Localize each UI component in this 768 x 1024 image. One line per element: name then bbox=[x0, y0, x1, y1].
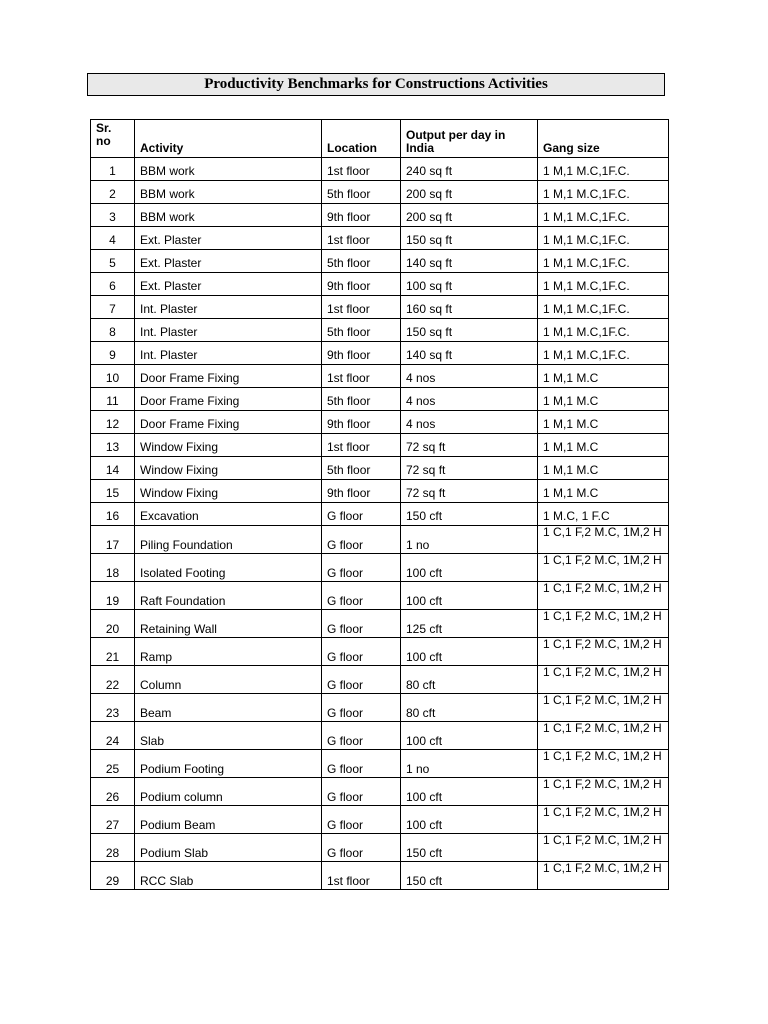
cell-location: G floor bbox=[322, 806, 401, 834]
cell-output: 150 sq ft bbox=[401, 319, 538, 342]
cell-location: 1st floor bbox=[322, 434, 401, 457]
cell-location: 9th floor bbox=[322, 273, 401, 296]
table-row bbox=[91, 554, 669, 582]
cell-gang-size bbox=[538, 806, 669, 834]
cell-activity: Door Frame Fixing bbox=[135, 365, 322, 388]
cell-sr-no: 25 bbox=[91, 750, 135, 778]
cell-gang-size: 1 M,1 M.C,1F.C. bbox=[538, 204, 669, 227]
gang-size-text: 1 C,1 F,2 M.C, 1M,2 H bbox=[543, 861, 662, 875]
table-header-row bbox=[91, 120, 669, 158]
cell-activity: Int. Plaster bbox=[135, 319, 322, 342]
cell-location: 9th floor bbox=[322, 342, 401, 365]
cell-activity: Isolated Footing bbox=[135, 554, 322, 582]
cell-gang-size: 1 M,1 M.C,1F.C. bbox=[538, 273, 669, 296]
cell-activity: Piling Foundation bbox=[135, 526, 322, 554]
cell-sr-no: 12 bbox=[91, 411, 135, 434]
table-row bbox=[91, 365, 669, 388]
header-gang-size: Gang size bbox=[538, 120, 669, 158]
table-row bbox=[91, 806, 669, 834]
table-row bbox=[91, 296, 669, 319]
cell-activity: Int. Plaster bbox=[135, 342, 322, 365]
cell-location: G floor bbox=[322, 834, 401, 862]
table-row bbox=[91, 834, 669, 862]
header-location: Location bbox=[322, 120, 401, 158]
cell-sr-no: 20 bbox=[91, 610, 135, 638]
cell-gang-size: 1 M,1 M.C,1F.C. bbox=[538, 250, 669, 273]
cell-gang-size bbox=[538, 582, 669, 610]
cell-activity: BBM work bbox=[135, 181, 322, 204]
gang-size-text: 1 C,1 F,2 M.C, 1M,2 H bbox=[543, 693, 662, 707]
benchmark-table bbox=[90, 119, 669, 890]
cell-activity: Ext. Plaster bbox=[135, 250, 322, 273]
cell-activity: Window Fixing bbox=[135, 434, 322, 457]
cell-output: 160 sq ft bbox=[401, 296, 538, 319]
cell-output: 72 sq ft bbox=[401, 480, 538, 503]
cell-gang-size bbox=[538, 834, 669, 862]
table-row bbox=[91, 582, 669, 610]
cell-gang-size bbox=[538, 862, 669, 890]
cell-output: 150 cft bbox=[401, 862, 538, 890]
cell-sr-no: 14 bbox=[91, 457, 135, 480]
cell-activity: Slab bbox=[135, 722, 322, 750]
gang-size-text: 1 C,1 F,2 M.C, 1M,2 H bbox=[543, 721, 662, 735]
cell-output: 4 nos bbox=[401, 365, 538, 388]
cell-location: 5th floor bbox=[322, 319, 401, 342]
cell-gang-size: 1 M,1 M.C bbox=[538, 480, 669, 503]
cell-output: 150 cft bbox=[401, 834, 538, 862]
cell-location: G floor bbox=[322, 694, 401, 722]
page-title: Productivity Benchmarks for Constructions Activities bbox=[204, 76, 548, 92]
cell-sr-no: 11 bbox=[91, 388, 135, 411]
cell-activity: Door Frame Fixing bbox=[135, 388, 322, 411]
cell-sr-no: 2 bbox=[91, 181, 135, 204]
cell-gang-size bbox=[538, 694, 669, 722]
cell-sr-no: 19 bbox=[91, 582, 135, 610]
cell-gang-size bbox=[538, 610, 669, 638]
cell-sr-no: 29 bbox=[91, 862, 135, 890]
cell-output: 100 cft bbox=[401, 638, 538, 666]
cell-output: 80 cft bbox=[401, 666, 538, 694]
cell-location: G floor bbox=[322, 778, 401, 806]
cell-location: G floor bbox=[322, 526, 401, 554]
cell-location: 5th floor bbox=[322, 181, 401, 204]
table-row bbox=[91, 457, 669, 480]
cell-location: G floor bbox=[322, 750, 401, 778]
table-row bbox=[91, 158, 669, 181]
cell-location: 5th floor bbox=[322, 457, 401, 480]
cell-gang-size: 1 M,1 M.C,1F.C. bbox=[538, 342, 669, 365]
cell-gang-size: 1 M,1 M.C,1F.C. bbox=[538, 181, 669, 204]
cell-sr-no: 1 bbox=[91, 158, 135, 181]
cell-gang-size bbox=[538, 778, 669, 806]
table-row bbox=[91, 526, 669, 554]
cell-location: 1st floor bbox=[322, 227, 401, 250]
cell-activity: Raft Foundation bbox=[135, 582, 322, 610]
cell-sr-no: 8 bbox=[91, 319, 135, 342]
cell-location: 9th floor bbox=[322, 411, 401, 434]
cell-location: G floor bbox=[322, 638, 401, 666]
cell-location: 1st floor bbox=[322, 158, 401, 181]
table-row bbox=[91, 503, 669, 526]
cell-sr-no: 23 bbox=[91, 694, 135, 722]
cell-sr-no: 17 bbox=[91, 526, 135, 554]
cell-gang-size bbox=[538, 722, 669, 750]
cell-output: 240 sq ft bbox=[401, 158, 538, 181]
cell-sr-no: 24 bbox=[91, 722, 135, 750]
cell-gang-size: 1 M,1 M.C bbox=[538, 434, 669, 457]
table-row bbox=[91, 778, 669, 806]
cell-sr-no: 10 bbox=[91, 365, 135, 388]
cell-output: 125 cft bbox=[401, 610, 538, 638]
cell-output: 1 no bbox=[401, 750, 538, 778]
table-row bbox=[91, 250, 669, 273]
table-row bbox=[91, 388, 669, 411]
cell-output: 200 sq ft bbox=[401, 204, 538, 227]
cell-gang-size: 1 M.C, 1 F.C bbox=[538, 503, 669, 526]
cell-activity: Int. Plaster bbox=[135, 296, 322, 319]
cell-activity: RCC Slab bbox=[135, 862, 322, 890]
cell-sr-no: 16 bbox=[91, 503, 135, 526]
cell-activity: Door Frame Fixing bbox=[135, 411, 322, 434]
cell-output: 200 sq ft bbox=[401, 181, 538, 204]
cell-gang-size: 1 M,1 M.C bbox=[538, 388, 669, 411]
cell-output: 100 cft bbox=[401, 554, 538, 582]
table-row bbox=[91, 722, 669, 750]
cell-activity: Excavation bbox=[135, 503, 322, 526]
cell-output: 1 no bbox=[401, 526, 538, 554]
cell-sr-no: 4 bbox=[91, 227, 135, 250]
gang-size-text: 1 C,1 F,2 M.C, 1M,2 H bbox=[543, 833, 662, 847]
cell-output: 4 nos bbox=[401, 411, 538, 434]
cell-sr-no: 21 bbox=[91, 638, 135, 666]
header-output: Output per day in India bbox=[401, 120, 538, 158]
cell-output: 80 cft bbox=[401, 694, 538, 722]
cell-gang-size: 1 M,1 M.C,1F.C. bbox=[538, 227, 669, 250]
cell-activity: Podium Beam bbox=[135, 806, 322, 834]
cell-output: 140 sq ft bbox=[401, 342, 538, 365]
cell-gang-size: 1 M,1 M.C bbox=[538, 365, 669, 388]
cell-activity: Window Fixing bbox=[135, 457, 322, 480]
cell-sr-no: 27 bbox=[91, 806, 135, 834]
gang-size-text: 1 C,1 F,2 M.C, 1M,2 H bbox=[543, 749, 662, 763]
table-row bbox=[91, 638, 669, 666]
table-row bbox=[91, 694, 669, 722]
header-sr-no: Sr. no bbox=[91, 120, 135, 158]
table-row bbox=[91, 273, 669, 296]
cell-output: 100 cft bbox=[401, 722, 538, 750]
cell-output: 150 cft bbox=[401, 503, 538, 526]
cell-location: 1st floor bbox=[322, 862, 401, 890]
cell-gang-size bbox=[538, 526, 669, 554]
table-row bbox=[91, 610, 669, 638]
gang-size-text: 1 C,1 F,2 M.C, 1M,2 H bbox=[543, 777, 662, 791]
cell-location: 1st floor bbox=[322, 365, 401, 388]
table-row bbox=[91, 319, 669, 342]
table-row bbox=[91, 480, 669, 503]
gang-size-text: 1 C,1 F,2 M.C, 1M,2 H bbox=[543, 581, 662, 595]
cell-output: 100 cft bbox=[401, 806, 538, 834]
cell-location: G floor bbox=[322, 610, 401, 638]
cell-output: 100 sq ft bbox=[401, 273, 538, 296]
cell-location: 9th floor bbox=[322, 480, 401, 503]
gang-size-text: 1 C,1 F,2 M.C, 1M,2 H bbox=[543, 609, 662, 623]
cell-activity: Podium Slab bbox=[135, 834, 322, 862]
cell-location: 1st floor bbox=[322, 296, 401, 319]
cell-location: G floor bbox=[322, 666, 401, 694]
table-row bbox=[91, 750, 669, 778]
gang-size-text: 1 C,1 F,2 M.C, 1M,2 H bbox=[543, 665, 662, 679]
table-row bbox=[91, 666, 669, 694]
cell-location: G floor bbox=[322, 503, 401, 526]
cell-location: 5th floor bbox=[322, 250, 401, 273]
cell-sr-no: 26 bbox=[91, 778, 135, 806]
cell-gang-size bbox=[538, 554, 669, 582]
cell-sr-no: 3 bbox=[91, 204, 135, 227]
cell-location: G floor bbox=[322, 582, 401, 610]
table-row bbox=[91, 342, 669, 365]
table-row bbox=[91, 181, 669, 204]
cell-activity: Beam bbox=[135, 694, 322, 722]
cell-location: G floor bbox=[322, 554, 401, 582]
cell-output: 150 sq ft bbox=[401, 227, 538, 250]
table-row bbox=[91, 227, 669, 250]
cell-sr-no: 28 bbox=[91, 834, 135, 862]
cell-gang-size bbox=[538, 638, 669, 666]
cell-activity: Ext. Plaster bbox=[135, 227, 322, 250]
cell-activity: Ext. Plaster bbox=[135, 273, 322, 296]
gang-size-text: 1 C,1 F,2 M.C, 1M,2 H bbox=[543, 525, 662, 539]
title-box bbox=[87, 73, 665, 96]
cell-gang-size: 1 M,1 M.C,1F.C. bbox=[538, 319, 669, 342]
cell-activity: Window Fixing bbox=[135, 480, 322, 503]
table-body bbox=[91, 158, 669, 890]
cell-gang-size: 1 M,1 M.C bbox=[538, 457, 669, 480]
gang-size-text: 1 C,1 F,2 M.C, 1M,2 H bbox=[543, 637, 662, 651]
cell-activity: Ramp bbox=[135, 638, 322, 666]
cell-output: 72 sq ft bbox=[401, 434, 538, 457]
cell-gang-size: 1 M,1 M.C,1F.C. bbox=[538, 158, 669, 181]
table-row bbox=[91, 434, 669, 457]
cell-activity: Retaining Wall bbox=[135, 610, 322, 638]
gang-size-text: 1 C,1 F,2 M.C, 1M,2 H bbox=[543, 805, 662, 819]
cell-sr-no: 6 bbox=[91, 273, 135, 296]
cell-output: 100 cft bbox=[401, 778, 538, 806]
cell-activity: Podium column bbox=[135, 778, 322, 806]
cell-output: 140 sq ft bbox=[401, 250, 538, 273]
cell-activity: Podium Footing bbox=[135, 750, 322, 778]
cell-gang-size: 1 M,1 M.C bbox=[538, 411, 669, 434]
cell-gang-size: 1 M,1 M.C,1F.C. bbox=[538, 296, 669, 319]
cell-sr-no: 18 bbox=[91, 554, 135, 582]
cell-sr-no: 5 bbox=[91, 250, 135, 273]
cell-activity: BBM work bbox=[135, 158, 322, 181]
table-row bbox=[91, 411, 669, 434]
cell-sr-no: 13 bbox=[91, 434, 135, 457]
table-row bbox=[91, 862, 669, 890]
cell-location: G floor bbox=[322, 722, 401, 750]
cell-location: 9th floor bbox=[322, 204, 401, 227]
header-activity: Activity bbox=[135, 120, 322, 158]
cell-activity: BBM work bbox=[135, 204, 322, 227]
cell-activity: Column bbox=[135, 666, 322, 694]
table-row bbox=[91, 204, 669, 227]
cell-sr-no: 22 bbox=[91, 666, 135, 694]
cell-sr-no: 7 bbox=[91, 296, 135, 319]
cell-output: 72 sq ft bbox=[401, 457, 538, 480]
cell-output: 100 cft bbox=[401, 582, 538, 610]
cell-sr-no: 9 bbox=[91, 342, 135, 365]
cell-output: 4 nos bbox=[401, 388, 538, 411]
cell-gang-size bbox=[538, 666, 669, 694]
cell-sr-no: 15 bbox=[91, 480, 135, 503]
cell-location: 5th floor bbox=[322, 388, 401, 411]
cell-gang-size bbox=[538, 750, 669, 778]
gang-size-text: 1 C,1 F,2 M.C, 1M,2 H bbox=[543, 553, 662, 567]
